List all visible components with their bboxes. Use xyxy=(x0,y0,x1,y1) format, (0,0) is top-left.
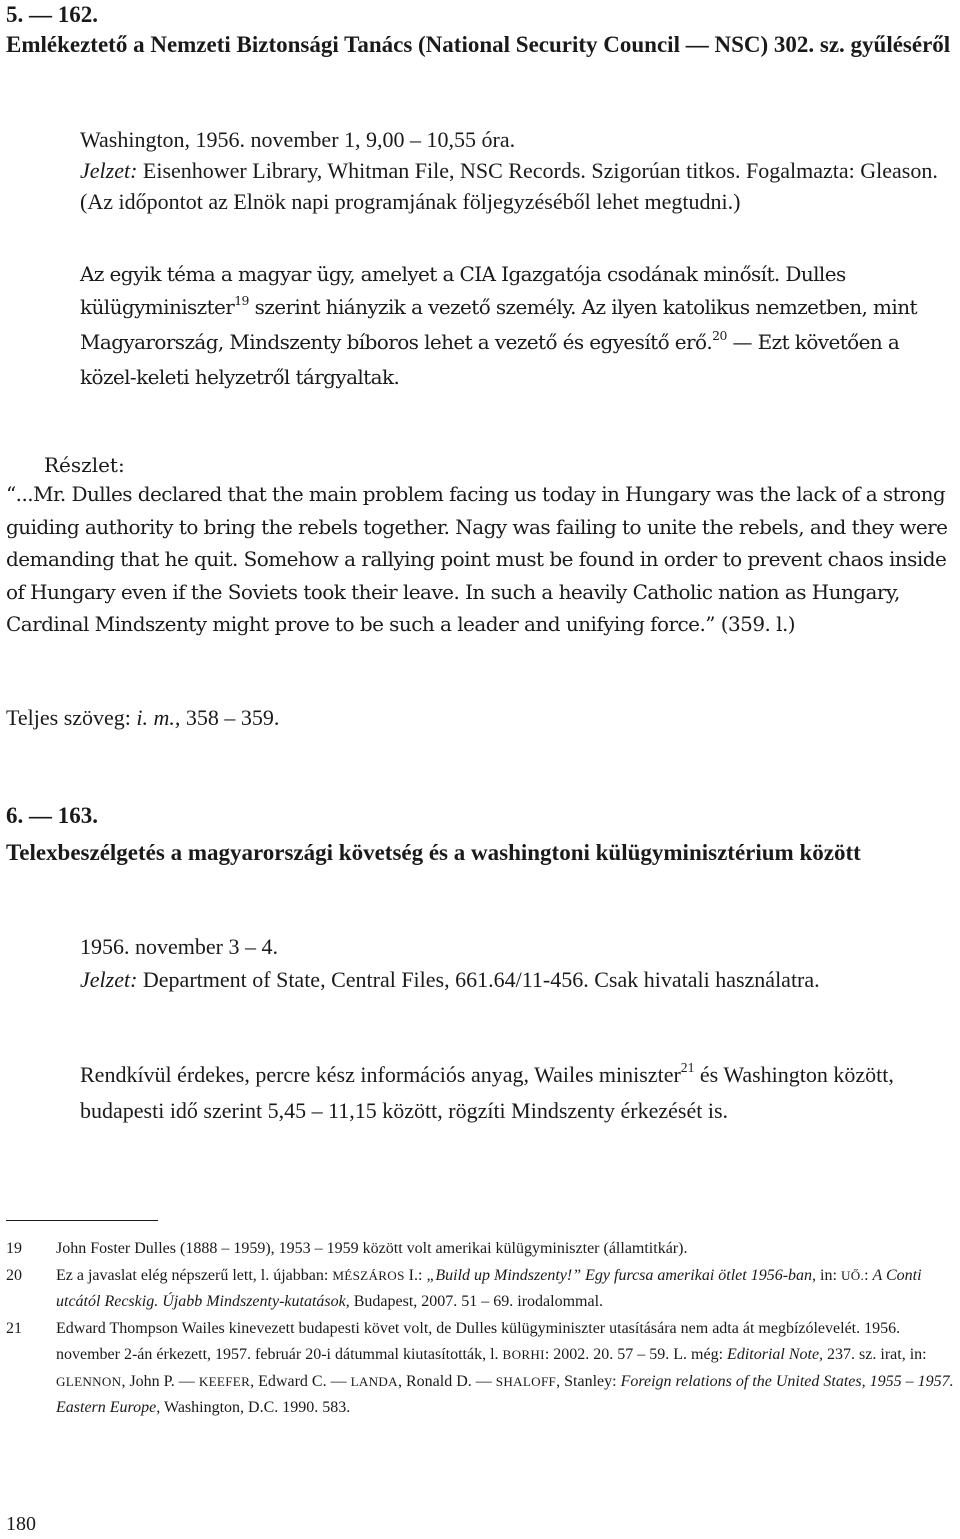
reference-text: Department of State, Central Files, 661.64/11-456. Csak hivatali használatra. xyxy=(142,967,820,992)
footnote-ref[interactable]: 19 xyxy=(234,293,249,309)
footnote-text: John Foster Dulles (1888 – 1959), 1953 – 1959 között volt amerikai külügyminiszter (államtitkár). xyxy=(56,1240,688,1257)
footnote-ref[interactable]: 21 xyxy=(680,1060,695,1076)
footnote-number: 19 xyxy=(6,1240,22,1257)
document-number: 5. — 162. xyxy=(6,2,98,27)
document-summary: Az egyik téma a magyar ügy, amelyet a CIA Igazgatója csodának minősít. Dulles külügyminiszter$^{19}$ szerint hiányzik a vezető személy. Az ilyen katolikus nemzetben, mint Magyarország, Mindszenty bíboros lehet a vezető és egyesítő erő.$^{20}$ — Ezt követően a közel-keleti helyzetről tárgyaltak. xyxy=(80,262,917,389)
footnote-text: Ez a javaslat elég népszerű lett, l. újabban: MÉSZÁROS I.: „Build up Mindszenty!” Egy furcsa amerikai ötlet 1956-ban, in: UŐ.: A Conti utcától Recskig. Újabb Mindszenty-kutatások, Budapest, 2007. 51 – 69. irodalommal. xyxy=(56,1266,922,1310)
document-title: Emlékeztető a Nemzeti Biztonsági Tanács (National Security Council — NSC) 302. sz. gyűléséről xyxy=(6,32,951,57)
footnote-number: 20 xyxy=(6,1266,22,1284)
reference-label: Jelzet: xyxy=(80,967,138,992)
document-title: Telexbeszélgetés a magyarországi követség és a washingtoni külügyminisztérium között xyxy=(6,840,861,865)
document-summary: Rendkívül érdekes, percre kész információs anyag, Wailes miniszter$^{21}$ és Washington között, budapesti idő szerint 5,45 – 11,15 között, rögzíti Mindszenty érkezését is. xyxy=(80,1060,894,1123)
place-date: Washington, 1956. november 1, 9,00 – 10,55 óra. xyxy=(80,127,516,152)
reference-line xyxy=(80,155,950,217)
footnote-number: 21 xyxy=(6,1319,22,1337)
full-text-reference: Teljes szöveg: i. m., 358 – 359. xyxy=(6,705,280,730)
excerpt-quote: “...Mr. Dulles declared that the main problem facing us today in Hungary was the lack of a strong guiding authority to bring the rebels together. Nagy was failing to unite the rebels, and they were demanding that he quit. Somehow a rallying point must be found in order to prevent chaos inside of Hungary even if the Soviets took their leave. In such a heavily Catholic nation as Hungary, Cardinal Mindszenty might prove to be such a leader and unifying force.” (359. l.) xyxy=(6,482,948,636)
reference-text: Eisenhower Library, Whitman File, NSC Records. Szigorúan titkos. Fogalmazta: Gleason. (Az időpontot az Elnök napi programjának följegyzéséből lehet megtudni.) xyxy=(80,158,938,214)
footnote xyxy=(6,1236,956,1263)
document-number: 6. — 163. xyxy=(6,803,98,828)
excerpt-label: Részlet: xyxy=(44,453,125,477)
footnote xyxy=(6,1263,956,1316)
document-metadata xyxy=(80,124,950,217)
page-number: 180 xyxy=(6,1513,36,1535)
reference-line xyxy=(80,963,950,996)
footnotes xyxy=(6,1236,956,1422)
document-metadata xyxy=(80,930,950,996)
footnote-divider xyxy=(6,1220,158,1221)
document-date: 1956. november 3 – 4. xyxy=(80,934,278,959)
footnote-text: Edward Thompson Wailes kinevezett budapesti követ volt, de Dulles külügyminiszter utasítására nem adta át megbízólevelét. 1956. november 2-án érkezett, 1957. február 20-i dátummal kiutasították, l. BORHI: 2002. 20. 57 – 59. L. még: Editorial Note, 237. sz. irat, in: GLENNON, John P. — KEEFER, Edward C. — LANDA, Ronald D. — SHALOFF, Stanley: Foreign relations of the United States, 1955 – 1957. Eastern Europe, Washington, D.C. 1990. 583. xyxy=(56,1319,954,1416)
footnote xyxy=(6,1316,956,1422)
reference-label: Jelzet: xyxy=(80,158,138,183)
footnote-ref[interactable]: 20 xyxy=(712,328,727,344)
